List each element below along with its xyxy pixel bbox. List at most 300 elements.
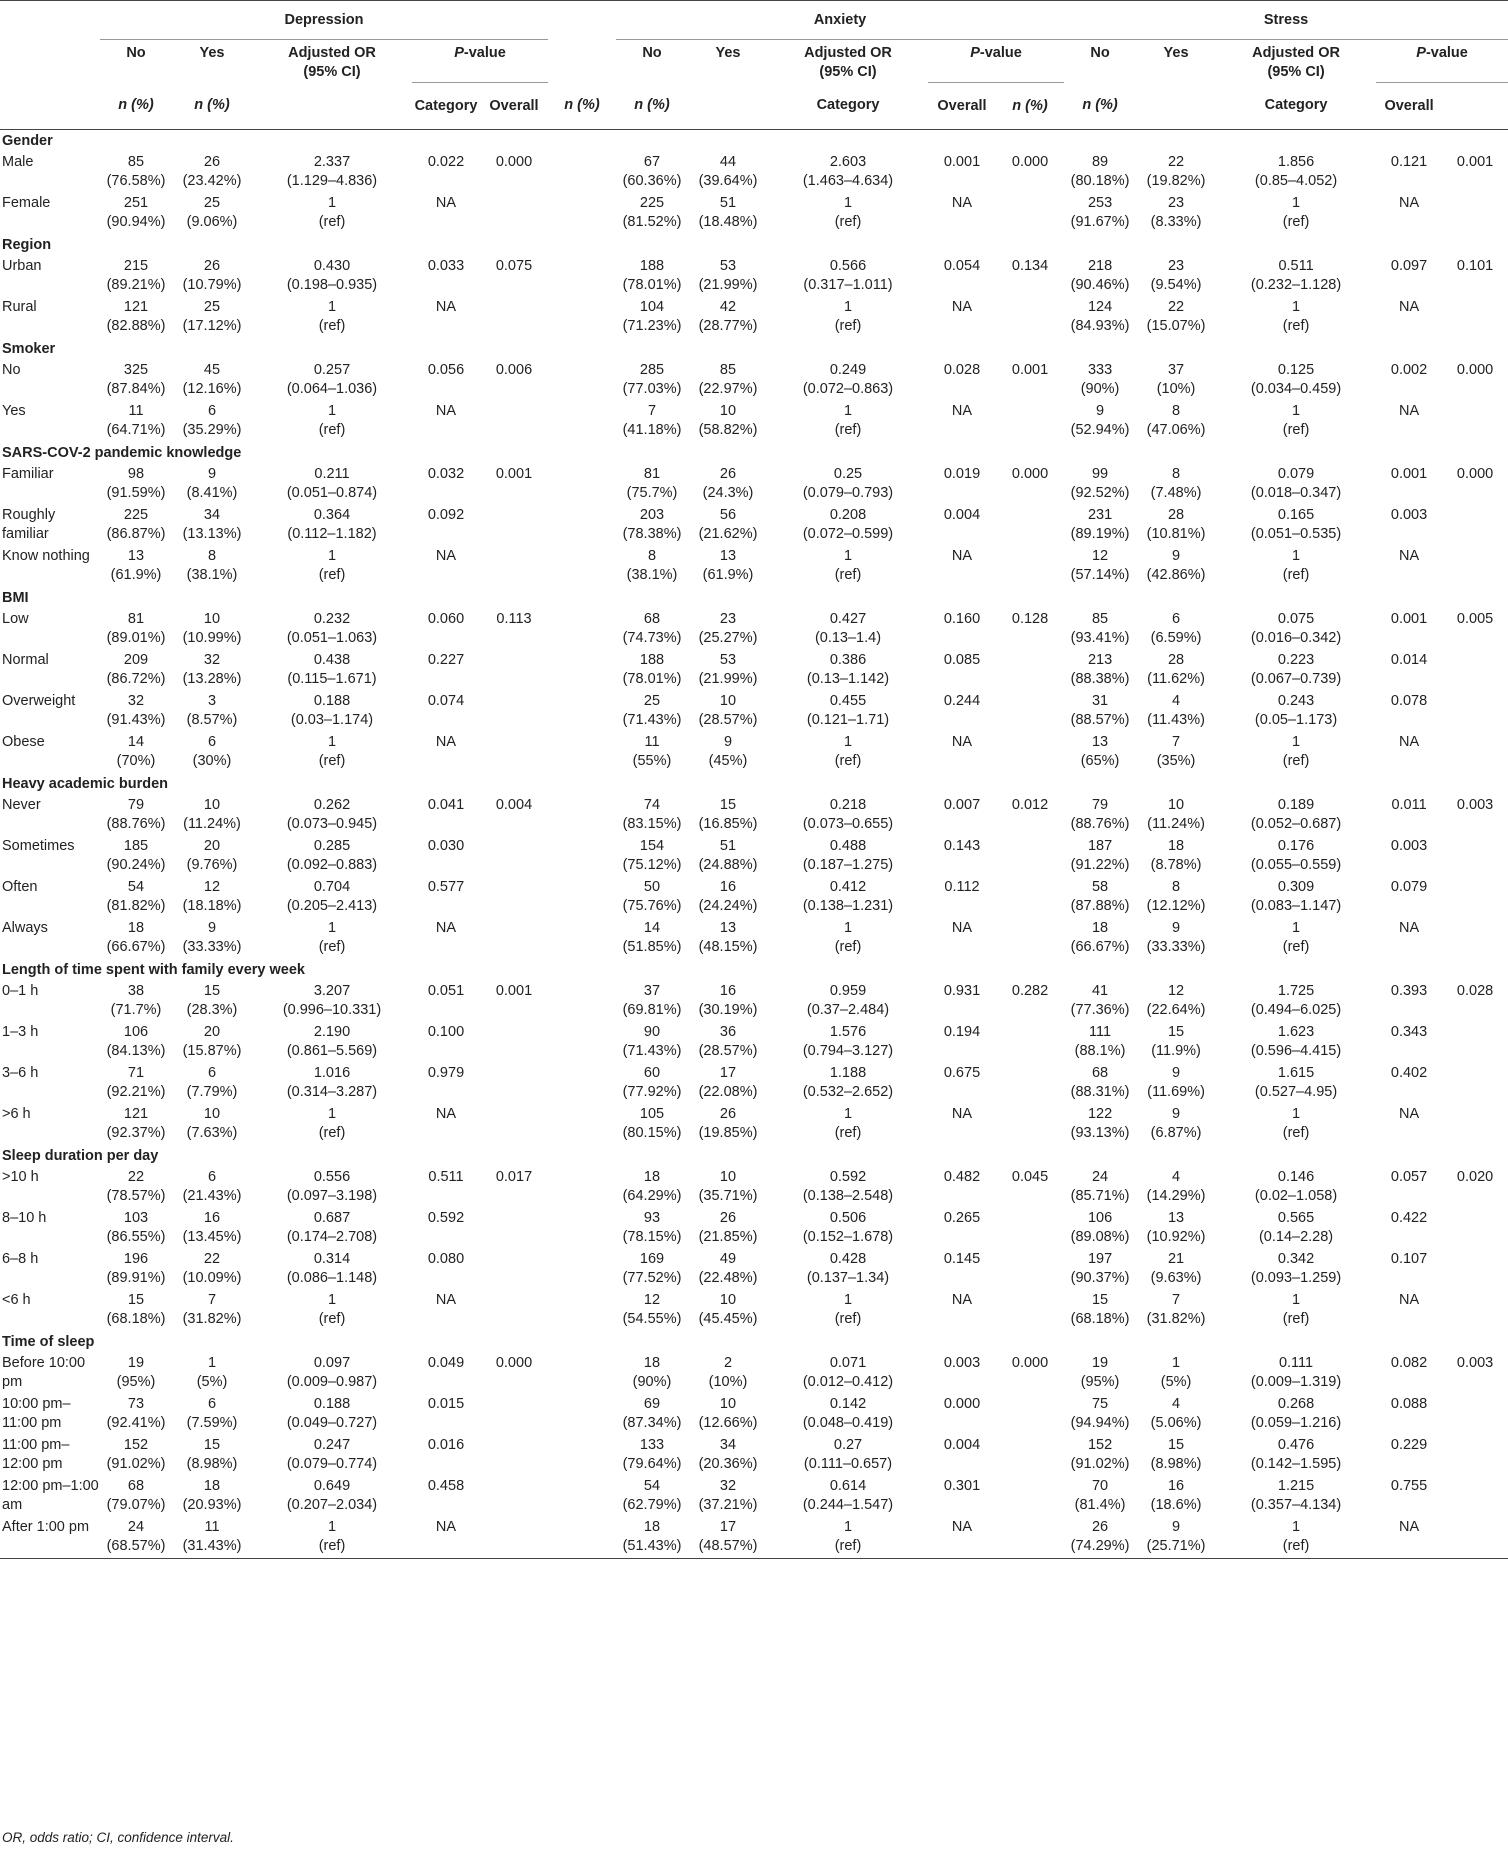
row-label: Before 10:00 pm [2,1355,86,1390]
cell-p-overall [996,877,1064,918]
cell-yes: 11 (31.43%) [172,1517,252,1559]
cell-yes: 28 (10.81%) [1146,507,1206,542]
spacer-cell [548,732,616,773]
cell-p-overall [1442,1208,1508,1249]
group-depression: Depression [100,1,548,40]
row-label: 6–8 h [2,1251,39,1267]
cell-no: 7 (41.18%) [622,403,682,438]
cell-p-overall: 0.000 [1011,1355,1049,1371]
cell-no: 196 (89.91%) [106,1251,166,1286]
cell-no: 68 (88.31%) [1070,1065,1130,1100]
cell-p-category: NA [435,920,457,936]
cell-yes: 15 (8.98%) [1150,1437,1202,1472]
cell-p-overall [480,546,548,587]
cell-p-category: 0.097 [1390,258,1428,274]
col-adjusted-or: Adjusted OR (95% CI) [1252,45,1340,80]
section-title: Heavy academic burden [2,775,169,792]
cell-adjusted-or: 0.488 (0.187–1.275) [802,838,894,873]
cell-yes: 44 (39.64%) [698,154,758,189]
table-row [0,877,1508,918]
col-yes: Yes [1163,45,1189,61]
cell-no: 93 (78.15%) [622,1210,682,1245]
cell-p-overall [480,691,548,732]
row-label: Urban [2,258,42,274]
cell-no: 89 (80.18%) [1070,154,1130,189]
cell-p-overall: 0.075 [495,258,533,274]
cell-yes: 32 (37.21%) [698,1478,758,1513]
cell-adjusted-or: 0.565 (0.14–2.28) [1258,1210,1334,1245]
cell-yes: 26 (24.3%) [702,466,754,501]
table-row [0,152,1508,193]
cell-p-category: 0.931 [943,983,981,999]
table-row [0,1022,1508,1063]
spacer-cell [548,297,616,338]
cell-no: 11 (64.71%) [106,403,166,438]
row-label: 11:00 pm–12:00 pm [2,1437,70,1472]
cell-p-category: NA [1398,299,1420,315]
cell-p-category: 0.004 [943,507,981,523]
cell-adjusted-or: 0.097 (0.009–0.987) [286,1355,378,1390]
section-header-row [0,442,1508,464]
cell-no: 79 (88.76%) [1070,797,1130,832]
row-label: 3–6 h [2,1065,39,1081]
cell-adjusted-or: 0.125 (0.034–0.459) [1250,362,1342,397]
cell-yes: 16 (18.6%) [1150,1478,1202,1513]
cell-p-overall: 0.001 [495,466,533,482]
cell-adjusted-or: 1 (ref) [318,734,346,769]
section-title: BMI [2,589,29,606]
cell-no: 25 (71.43%) [622,693,682,728]
spacer-cell [548,1290,616,1331]
cell-p-overall: 0.028 [1456,983,1494,999]
cell-p-category: NA [928,1517,996,1559]
cell-no: 215 (89.21%) [106,258,166,293]
cell-p-overall: 0.282 [1011,983,1049,999]
cell-p-category: 0.458 [427,1478,465,1494]
table-row [0,1476,1508,1517]
cell-adjusted-or: 0.27 (0.111–0.657) [803,1437,893,1472]
cell-yes: 15 (28.3%) [186,983,238,1018]
cell-yes: 10 (10.99%) [182,611,242,646]
cell-yes: 36 (28.57%) [698,1024,758,1059]
cell-adjusted-or: 1 (ref) [1282,734,1310,769]
cell-p-category: NA [1398,1106,1420,1122]
spacer-cell [548,546,616,587]
cell-no: 81 (89.01%) [106,611,166,646]
cell-p-overall [480,877,548,918]
cell-yes: 23 (8.33%) [1150,195,1202,230]
cell-adjusted-or: 3.207 (0.996–10.331) [282,983,382,1018]
cell-no: 85 (76.58%) [106,154,166,189]
cell-no: 13 (65%) [1080,734,1120,769]
spacer-cell [548,1517,616,1559]
spacer-cell [548,1063,616,1104]
row-label: >10 h [2,1169,39,1185]
cell-p-overall [480,1290,548,1331]
col-unit: n (%) [172,83,252,130]
cell-no: 67 (60.36%) [622,154,682,189]
cell-adjusted-or: 0.25 (0.079–0.793) [802,466,894,501]
cell-yes: 16 (30.19%) [698,983,758,1018]
table-row [0,360,1508,401]
cell-no: 251 (90.94%) [106,195,166,230]
cell-p-overall [480,1249,548,1290]
cell-p-overall: 0.000 [1456,362,1494,378]
cell-no: 54 (81.82%) [106,879,166,914]
cell-p-category: 0.511 [428,1169,464,1185]
cell-p-overall [1442,877,1508,918]
cell-yes: 13 (61.9%) [702,548,754,583]
cell-p-overall [480,1394,548,1435]
col-overall: Overall [928,83,996,130]
cell-adjusted-or: 0.142 (0.048–0.419) [802,1396,894,1431]
cell-no: 75 (94.94%) [1070,1396,1130,1431]
cell-p-category: 0.004 [943,1437,981,1453]
cell-yes: 26 (21.85%) [698,1210,758,1245]
row-label: After 1:00 pm [0,1517,100,1559]
table-row [0,256,1508,297]
cell-p-category: 0.078 [1390,693,1428,709]
cell-yes: 22 (19.82%) [1146,154,1206,189]
cell-p-overall [996,1290,1064,1331]
cell-yes: 51 (18.48%) [698,195,758,230]
cell-p-overall [1442,650,1508,691]
cell-adjusted-or: 1 (ref) [834,1292,862,1327]
col-category: Category [768,83,928,130]
cell-yes: 3 (8.57%) [186,693,238,728]
cell-yes: 22 (15.07%) [1146,299,1206,334]
cell-p-category: 0.265 [943,1210,981,1226]
cell-no: 11 (55%) [632,734,672,769]
cell-p-category: NA [435,548,457,564]
cell-p-overall: 0.113 [496,611,532,627]
row-label: Know nothing [2,548,90,564]
cell-p-overall [1442,1435,1508,1476]
row-label: Yes [2,403,26,419]
cell-no: 197 (90.37%) [1070,1251,1130,1286]
row-label: No [2,362,21,378]
cell-yes: 8 (47.06%) [1146,403,1206,438]
cell-yes: 15 (16.85%) [698,797,758,832]
cell-p-category: 0.112 [944,879,980,895]
cell-yes: 7 (31.82%) [182,1292,242,1327]
cell-no: 106 (84.13%) [106,1024,166,1059]
cell-no: 19 (95%) [116,1355,156,1390]
cell-p-category: 0.080 [427,1251,465,1267]
cell-p-category: 0.002 [1390,362,1428,378]
table-row [0,836,1508,877]
cell-no: 13 (61.9%) [110,548,162,583]
cell-no: 105 (80.15%) [622,1106,682,1141]
table-row [0,650,1508,691]
cell-no: 32 (91.43%) [106,693,166,728]
cell-p-overall [996,1249,1064,1290]
sub-header-row [0,40,1508,83]
cell-p-category: NA [951,1292,973,1308]
cell-no: 50 (75.76%) [622,879,682,914]
cell-p-overall: 0.001 [1011,362,1049,378]
cell-p-overall [480,650,548,691]
spacer-cell [548,505,616,546]
cell-no: 152 (91.02%) [1070,1437,1130,1472]
cell-p-category: 0.755 [1390,1478,1428,1494]
row-label: >6 h [2,1106,31,1122]
cell-adjusted-or: 0.079 (0.018–0.347) [1250,466,1342,501]
spacer-cell [548,464,616,505]
cell-yes: 6 (21.43%) [182,1169,242,1204]
cell-no: 188 (78.01%) [622,652,682,687]
cell-p-overall [480,732,548,773]
cell-adjusted-or: 1 (ref) [318,403,346,438]
cell-p-category: 0.592 [427,1210,465,1226]
cell-yes: 17 (22.08%) [698,1065,758,1100]
cell-yes: 4 (14.29%) [1146,1169,1206,1204]
cell-p-category: NA [1398,195,1420,211]
cell-adjusted-or: 0.257 (0.064–1.036) [286,362,378,397]
cell-p-overall [1442,1022,1508,1063]
spacer-cell [548,1476,616,1517]
cell-yes: 10 (11.24%) [1147,797,1205,832]
cell-yes: 9 (11.69%) [1147,1065,1205,1100]
cell-yes: 21 (9.63%) [1150,1251,1202,1286]
spacer-cell [548,650,616,691]
cell-yes: 37 (10%) [1156,362,1196,397]
cell-p-category: 0.482 [943,1169,981,1185]
cell-p-overall [1442,193,1508,234]
cell-p-overall [996,1104,1064,1145]
cell-p-category: 0.030 [427,838,465,854]
col-overall: Overall [1376,83,1442,130]
cell-p-overall [996,691,1064,732]
cell-yes: 9 (6.87%) [1150,1106,1202,1141]
cell-adjusted-or: 0.268 (0.059–1.216) [1250,1396,1342,1431]
cell-p-overall [1442,1517,1508,1559]
table-row [0,1063,1508,1104]
cell-no: 218 (90.46%) [1070,258,1130,293]
col-unit: n (%) [548,83,616,130]
col-unit: n (%) [100,83,172,130]
cell-yes: 9 (33.33%) [182,920,242,955]
group-header-row [0,1,1508,40]
table-row [0,981,1508,1022]
row-label: <6 h [2,1292,31,1308]
cell-yes: 9 (42.86%) [1146,548,1206,583]
cell-p-category: 0.028 [943,362,981,378]
section-title: Length of time spent with family every week [2,961,305,978]
col-adjusted-or: Adjusted OR (95% CI) [288,45,376,80]
cell-p-overall [480,918,548,959]
cell-p-overall [1442,1394,1508,1435]
cell-yes: 9 (33.33%) [1146,920,1206,955]
cell-adjusted-or: 1 (ref) [834,1106,862,1141]
cell-no: 38 (71.7%) [110,983,162,1018]
cell-p-category: NA [951,299,973,315]
cell-adjusted-or: 0.476 (0.142–1.595) [1250,1437,1342,1472]
cell-no: 106 (89.08%) [1070,1210,1130,1245]
cell-p-overall [1442,1476,1508,1517]
cell-yes: 7 (31.82%) [1146,1292,1206,1327]
cell-no: 18 (51.43%) [616,1517,688,1559]
cell-p-overall [480,1208,548,1249]
cell-no: 8 (38.1%) [626,548,678,583]
cell-adjusted-or: 0.704 (0.205–2.413) [286,879,378,914]
cell-p-category: 0.051 [427,983,465,999]
cell-adjusted-or: 0.438 (0.115–1.671) [287,652,377,687]
row-label: 10:00 pm–11:00 pm [2,1396,71,1431]
cell-p-category: 0.056 [427,362,465,378]
cell-no: 122 (93.13%) [1070,1106,1130,1141]
cell-no: 26 (74.29%) [1064,1517,1136,1559]
cell-no: 231 (89.19%) [1070,507,1130,542]
col-yes: Yes [199,45,225,61]
cell-p-overall [1442,401,1508,442]
cell-yes: 15 (11.9%) [1151,1024,1201,1059]
cell-p-overall [996,505,1064,546]
table-row [0,1104,1508,1145]
spacer-cell [548,1353,616,1394]
cell-adjusted-or: 0.176 (0.055–0.559) [1250,838,1342,873]
cell-adjusted-or: 1.016 (0.314–3.287) [286,1065,378,1100]
table-row [0,732,1508,773]
cell-adjusted-or: 1 (ref) [1282,403,1310,438]
section-title: SARS-COV-2 pandemic knowledge [2,444,242,461]
cell-p-overall [480,836,548,877]
col-p-value: P-value [928,40,1064,83]
cell-no: 37 (69.81%) [622,983,682,1018]
cell-yes: 9 (25.71%) [1136,1517,1216,1559]
cell-no: 18 (66.67%) [1070,920,1130,955]
cell-yes: 18 (20.93%) [182,1478,242,1513]
cell-no: 133 (79.64%) [622,1437,682,1472]
table-row [0,1517,1508,1559]
cell-adjusted-or: 0.566 (0.317–1.011) [803,258,893,293]
cell-adjusted-or: 1 (ref) [252,1517,412,1559]
col-adjusted-or: Adjusted OR (95% CI) [804,45,892,80]
cell-p-category: 0.014 [1390,652,1428,668]
cell-p-category: 0.227 [427,652,465,668]
cell-p-category: 0.121 [1390,154,1428,170]
cell-no: 203 (78.38%) [622,507,682,542]
cell-p-overall [996,918,1064,959]
table-row [0,1208,1508,1249]
row-label: Often [2,879,38,895]
col-unit: n (%) [616,83,688,130]
cell-adjusted-or: 1.576 (0.794–3.127) [802,1024,894,1059]
cell-no: 225 (81.52%) [622,195,682,230]
cell-yes: 56 (21.62%) [698,507,758,542]
cell-p-overall [480,505,548,546]
cell-adjusted-or: 1 (ref) [834,920,862,955]
cell-yes: 53 (21.99%) [698,258,758,293]
cell-no: 121 (82.88%) [106,299,166,334]
cell-no: 41 (77.36%) [1070,983,1130,1018]
cell-adjusted-or: 1 (ref) [1282,1106,1310,1141]
section-header-row [0,773,1508,795]
cell-adjusted-or: 1.725 (0.494–6.025) [1250,983,1342,1018]
cell-adjusted-or: 0.223 (0.067–0.739) [1250,652,1342,687]
col-no: No [126,45,146,61]
cell-p-overall: 0.000 [1011,466,1049,482]
cell-p-overall: 0.045 [1011,1169,1049,1185]
cell-p-overall [996,1208,1064,1249]
cell-yes: 9 (45%) [708,734,748,769]
col-no: No [642,45,662,61]
cell-yes: 6 (7.79%) [186,1065,238,1100]
cell-adjusted-or: 0.614 (0.244–1.547) [802,1478,894,1513]
table-row [0,918,1508,959]
cell-p-category: NA [435,734,457,750]
cell-p-category: 0.003 [1390,507,1428,523]
cell-yes: 34 (13.13%) [182,507,242,542]
cell-yes: 10 (7.63%) [186,1106,238,1141]
spacer-cell [548,918,616,959]
section-title: Gender [2,132,53,149]
table-row [0,1394,1508,1435]
cell-no: 15 (68.18%) [1070,1292,1130,1327]
cell-no: 69 (87.34%) [622,1396,682,1431]
cell-no: 187 (91.22%) [1070,838,1130,873]
cell-p-category: NA [1376,1517,1442,1559]
cell-adjusted-or: 1 (ref) [834,734,862,769]
cell-p-overall [1442,546,1508,587]
cell-no: 111 (88.1%) [1074,1024,1126,1059]
row-label: Never [2,797,41,813]
cell-yes: 6 (7.59%) [186,1396,238,1431]
unit-header-row [0,83,1508,130]
cell-yes: 6 (35.29%) [182,403,242,438]
cell-yes: 49 (22.48%) [698,1251,758,1286]
cell-p-overall: 0.000 [1456,466,1494,482]
cell-adjusted-or: 0.412 (0.138–1.231) [802,879,894,914]
cell-adjusted-or: 0.959 (0.37–2.484) [806,983,890,1018]
table-row [0,505,1508,546]
cell-p-overall: 0.134 [1011,258,1049,274]
cell-yes: 6 (30%) [192,734,232,769]
cell-p-overall [480,1517,548,1559]
cell-p-overall [480,297,548,338]
cell-no: 18 (90%) [632,1355,672,1390]
cell-p-category: 0.057 [1390,1169,1428,1185]
spacer-cell [548,1208,616,1249]
cell-adjusted-or: 1 (ref) [1282,548,1310,583]
cell-adjusted-or: 0.687 (0.174–2.708) [286,1210,378,1245]
table-body [0,130,1508,1559]
row-label: Male [2,154,34,170]
cell-p-overall: 0.005 [1456,611,1494,627]
spacer-cell [548,152,616,193]
cell-adjusted-or: 1.856 (0.85–4.052) [1254,154,1338,189]
cell-adjusted-or: 1 (ref) [318,1292,346,1327]
cell-yes: 10 (58.82%) [698,403,758,438]
cell-no: 104 (71.23%) [622,299,682,334]
cell-no: 99 (92.52%) [1070,466,1130,501]
col-yes: Yes [715,45,741,61]
cell-yes: 1 (5%) [1160,1355,1192,1390]
cell-adjusted-or: 0.511 (0.232–1.128) [1250,258,1342,293]
cell-adjusted-or: 1 (ref) [318,920,346,955]
cell-p-overall [996,193,1064,234]
cell-yes: 25 (17.12%) [182,299,242,334]
section-header-row [0,1145,1508,1167]
cell-yes: 23 (9.54%) [1150,258,1202,293]
cell-no: 213 (88.38%) [1070,652,1130,687]
cell-no: 14 (70%) [116,734,156,769]
cell-adjusted-or: 0.111 (0.009–1.319) [1250,1355,1342,1390]
cell-p-category: 0.100 [427,1024,465,1040]
col-p-value: P-value [1376,40,1508,83]
spacer-cell [548,1167,616,1208]
cell-adjusted-or: 1 (ref) [318,1106,346,1141]
